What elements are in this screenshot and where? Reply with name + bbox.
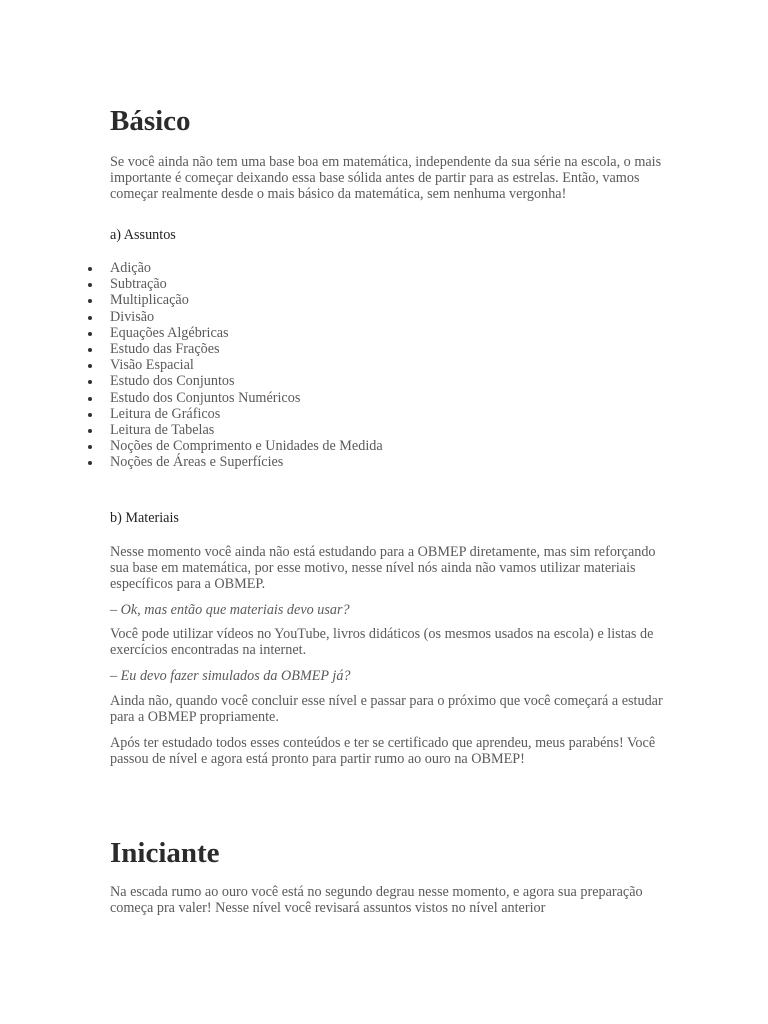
section-title-basico: Básico — [110, 105, 191, 137]
list-item: Leitura de Tabelas — [110, 422, 383, 438]
list-item: Multiplicação — [110, 292, 383, 308]
list-item: Visão Espacial — [110, 357, 383, 373]
question-2: – Eu devo fazer simulados da OBMEP já? — [110, 668, 351, 684]
list-item: Leitura de Gráficos — [110, 406, 383, 422]
list-item: Adição — [110, 260, 383, 276]
materiais-heading: b) Materiais — [110, 510, 179, 526]
list-item: Equações Algébricas — [110, 325, 383, 341]
iniciante-intro-paragraph: Na escada rumo ao ouro você está no segundo degrau nesse momento, e agora sua preparação começa pra valer! Nesse nível você revisará assuntos vistos no nível anterior — [110, 884, 643, 917]
list-item: Subtração — [110, 276, 383, 292]
assuntos-heading: a) Assuntos — [110, 227, 176, 243]
list-item: Estudo das Frações — [110, 341, 383, 357]
list-item: Estudo dos Conjuntos — [110, 373, 383, 389]
section-title-iniciante: Iniciante — [110, 837, 220, 869]
answer-1: Você pode utilizar vídeos no YouTube, livros didáticos (os mesmos usados na escola) e listas de exercícios encontradas na internet. — [110, 626, 654, 659]
question-1: – Ok, mas então que materiais devo usar? — [110, 602, 350, 618]
materiais-paragraph: Nesse momento você ainda não está estudando para a OBMEP diretamente, mas sim reforçando sua base em matemática, por esse motivo, nesse nível nós ainda não vamos utilizar materiais específicos para a OBMEP. — [110, 544, 656, 593]
closing-paragraph: Após ter estudado todos esses conteúdos e ter se certificado que aprendeu, meus parabéns! Você passou de nível e agora está pronto para partir rumo ao ouro na OBMEP! — [110, 735, 656, 768]
list-item: Noções de Comprimento e Unidades de Medida — [110, 438, 383, 455]
answer-2: Ainda não, quando você concluir esse nível e passar para o próximo que você começará a estudar para a OBMEP propriamente. — [110, 693, 663, 726]
list-item: Estudo dos Conjuntos Numéricos — [110, 390, 383, 406]
list-item: Divisão — [110, 309, 383, 325]
list-item: Noções de Áreas e Superfícies — [110, 454, 383, 470]
basico-intro-paragraph: Se você ainda não tem uma base boa em matemática, independente da sua série na escola, o mais importante é começar deixando essa base sólida antes de partir para as estrelas. Então, vamos começar realmente desde o mais básico da matemática, sem nenhuma vergonha! — [110, 154, 662, 203]
topics-list — [110, 260, 383, 471]
